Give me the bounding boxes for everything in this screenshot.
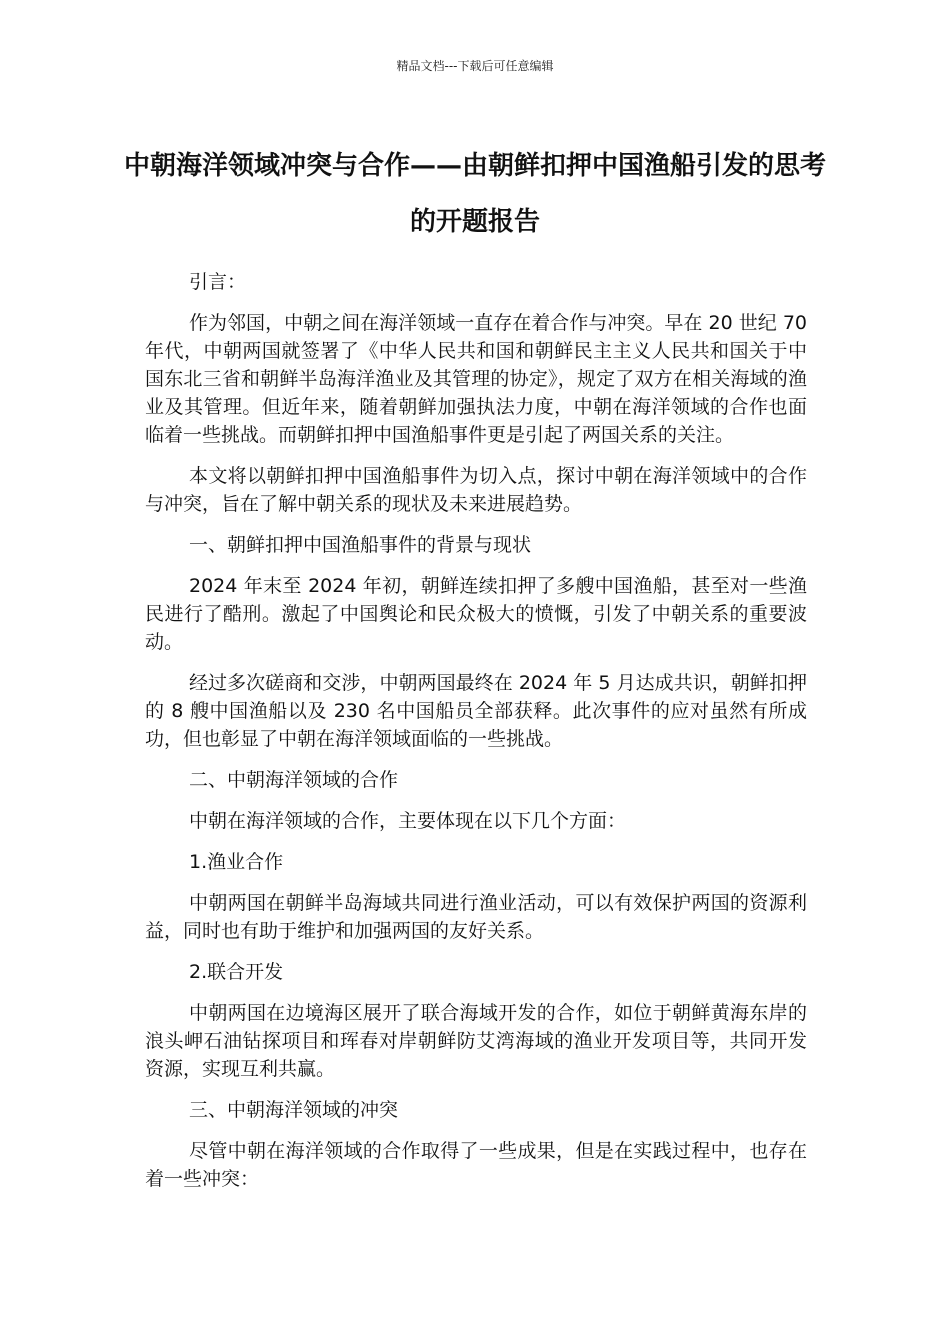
paragraph: 作为邻国，中朝之间在海洋领域一直存在着合作与冲突。早在 20 世纪 70 年代，中朝两国就签署了《中华人民共和国和朝鲜民主主义人民共和国关于中国东北三省和朝鲜半岛海洋渔业及其管理的协定》，规定了双方在相关海域的渔业及其管理。但近年来，随着朝鲜加强执法力度，中朝在海洋领域的合作也面临着一些挑战。而朝鲜扣押中国渔船事件更是引起了两国关系的关注。 [145,312,807,446]
paragraph: 尽管中朝在海洋领域的合作取得了一些成果，但是在实践过程中，也存在着一些冲突： [145,1140,807,1190]
section-heading: 二、中朝海洋领域的合作 [189,769,399,791]
paragraph: 中朝在海洋领域的合作，主要体现在以下几个方面： [189,810,627,832]
paragraph: 中朝两国在边境海区展开了联合海域开发的合作，如位于朝鲜黄海东岸的浪头岬石油钻探项目和珲春对岸朝鲜防艾湾海域的渔业开发项目等，共同开发资源，实现互利共赢。 [145,1002,807,1080]
subsection-heading: 2.联合开发 [189,961,284,983]
paragraph: 本文将以朝鲜扣押中国渔船事件为切入点，探讨中朝在海洋领域中的合作与冲突，旨在了解中朝关系的现状及未来进展趋势。 [145,465,807,515]
paragraph: 中朝两国在朝鲜半岛海域共同进行渔业活动，可以有效保护两国的资源利益，同时也有助于维护和加强两国的友好关系。 [145,892,807,942]
document-body [145,268,807,1206]
document-title: 中朝海洋领域冲突与合作——由朝鲜扣押中国渔船引发的思考的开题报告 [123,151,826,237]
section-heading: 一、朝鲜扣押中国渔船事件的背景与现状 [189,534,532,556]
section-heading: 三、中朝海洋领域的冲突 [189,1099,399,1121]
paragraph: 2024 年末至 2024 年初，朝鲜连续扣押了多艘中国渔船，甚至对一些渔民进行了酷刑。激起了中国舆论和民众极大的愤慨，引发了中朝关系的重要波动。 [145,575,807,653]
header-note: 精品文档---下载后可任意编辑 [396,59,554,73]
paragraph-intro-label: 引言： [189,271,247,293]
subsection-heading: 1.渔业合作 [189,851,284,873]
paragraph: 经过多次磋商和交涉，中朝两国最终在 2024 年 5 月达成共识，朝鲜扣押的 8 艘中国渔船以及 230 名中国船员全部获释。此次事件的应对虽然有所成功，但也彰显了中朝在海洋领域面临的一些挑战。 [145,672,807,750]
